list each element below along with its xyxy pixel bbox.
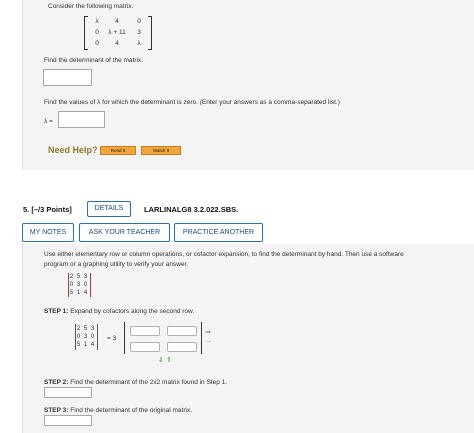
step-1 xyxy=(44,308,194,315)
matrix-cell: λ xyxy=(95,18,99,25)
ask-teacher-button[interactable]: ASK YOUR TEACHER xyxy=(79,223,170,242)
matrix-cell: 4 xyxy=(83,290,88,296)
minor-entry-input[interactable] xyxy=(130,326,160,336)
matrix-cell: 0 xyxy=(76,334,81,340)
matrix-cell: 0 xyxy=(90,334,95,340)
matrix-cell: 0 xyxy=(83,282,88,288)
matrix-cell: 3 xyxy=(76,282,81,288)
matrix-cell: λ + 11 xyxy=(108,29,126,36)
matrix-cell: 3 xyxy=(90,326,95,332)
step-1-label: STEP 1: xyxy=(44,308,69,315)
matrix-cell: 0 xyxy=(137,18,141,25)
step-2-label: STEP 2: xyxy=(44,379,69,386)
problem-5-points: 5. [–/3 Points] xyxy=(23,205,72,214)
determinant-bar-left xyxy=(68,273,69,297)
lambda-answer-input[interactable] xyxy=(58,111,105,128)
add-row-arrow-icon[interactable]: ⇓ xyxy=(158,357,164,364)
matrix-cell: 3 xyxy=(137,29,141,36)
minor-entry-input[interactable] xyxy=(167,326,197,336)
step-2-answer-input[interactable] xyxy=(44,387,92,398)
step-1-bar-left xyxy=(75,324,76,350)
problem-4-intro: Consider the following matrix. xyxy=(48,3,134,10)
minor-bar-left xyxy=(124,322,125,354)
matrix-cell: 5 xyxy=(76,342,81,348)
add-column-arrow-icon[interactable]: ⇒ xyxy=(205,329,211,336)
read-it-button[interactable]: Read It xyxy=(100,146,136,155)
matrix-cell: 2 xyxy=(76,326,81,332)
step-1-text: Expand by cofactors along the second row. xyxy=(70,308,195,315)
instructions-line-2: program or a graphing utility to verify your answer. xyxy=(44,261,189,268)
instructions-line-1: Use either elementary row or column operations, or cofactor expansion, to find the determinant by hand. Then use a software xyxy=(44,251,404,258)
equals-factor: = 3 xyxy=(107,335,117,342)
minor-entry-input[interactable] xyxy=(130,342,160,352)
step-3-text: Find the determinant of the original matrix. xyxy=(70,407,193,414)
matrix-cell: 0 xyxy=(95,29,99,36)
my-notes-button[interactable]: MY NOTES xyxy=(22,223,74,242)
need-help-label: Need Help? xyxy=(48,145,98,155)
step-3-label: STEP 3: xyxy=(44,407,69,414)
step-3-answer-input[interactable] xyxy=(44,415,92,426)
determinant-answer-input[interactable] xyxy=(43,69,92,86)
matrix-cell: 1 xyxy=(76,290,81,296)
determinant-bar-right xyxy=(90,273,91,297)
matrix-cell: 5 xyxy=(76,274,81,280)
matrix-cell: 3 xyxy=(83,274,88,280)
matrix-cell: 5 xyxy=(69,290,74,296)
watch-it-button[interactable]: Watch It xyxy=(141,146,181,155)
matrix-cell: 0 xyxy=(69,282,74,288)
step-2-text: Find the determinant of the 2x2 matrix found in Step 1. xyxy=(70,379,228,386)
matrix-cell: 3 xyxy=(83,334,88,340)
problem-5-matrix xyxy=(68,273,89,297)
details-button[interactable]: DETAILS xyxy=(87,201,131,217)
step-3 xyxy=(44,407,192,414)
minor-bar-right xyxy=(201,322,202,354)
remove-column-arrow-icon[interactable]: → xyxy=(205,338,212,345)
matrix-cell: 4 xyxy=(90,342,95,348)
practice-another-button[interactable]: PRACTICE ANOTHER xyxy=(174,223,263,242)
minor-entry-input[interactable] xyxy=(167,342,197,352)
matrix-cell: 2 xyxy=(69,274,74,280)
step-2 xyxy=(44,379,227,386)
matrix-cell: 5 xyxy=(83,326,88,332)
problem-4-matrix xyxy=(84,16,152,50)
step-1-matrix xyxy=(75,325,96,349)
step-1-bar-right xyxy=(97,324,98,350)
find-values-prompt: Find the values of λ for which the determinant is zero. (Enter your answers as a comma-separated list.) xyxy=(44,99,340,106)
find-determinant-prompt: Find the determinant of the matrix. xyxy=(44,57,143,64)
matrix-cell: 1 xyxy=(83,342,88,348)
matrix-cell: λ xyxy=(137,40,141,47)
matrix-cell: 4 xyxy=(115,18,119,25)
matrix-cell: 4 xyxy=(115,40,119,47)
matrix-cell: 0 xyxy=(95,40,99,47)
remove-row-arrow-icon[interactable]: ⇑ xyxy=(166,357,172,364)
problem-5-id: LARLINALG8 3.2.022.SBS. xyxy=(144,205,239,214)
lambda-label: λ = xyxy=(44,118,53,125)
